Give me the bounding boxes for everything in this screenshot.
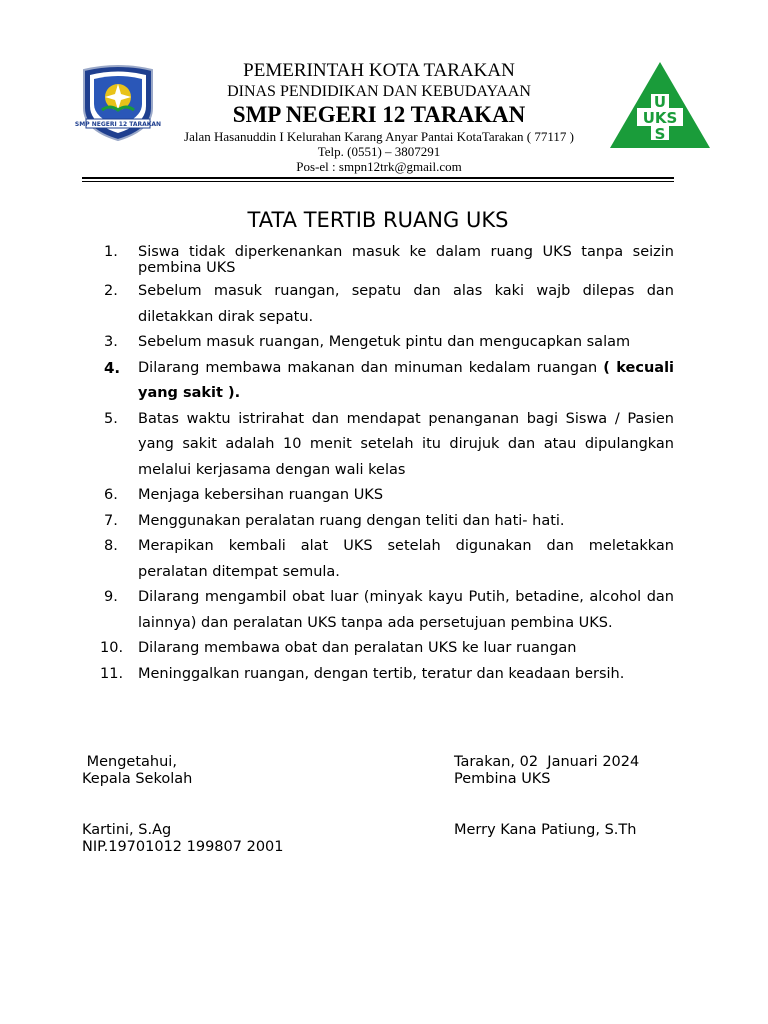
crest-logo-text: SMP NEGERI 12 TARAKAN xyxy=(74,121,162,128)
school-email: Pos-el : smpn12trk@gmail.com xyxy=(296,159,462,174)
list-item-text: Siswa tidak diperkenankan masuk ke dalam ruang UKS tanpa seizin pembina UKS xyxy=(138,244,674,276)
list-item xyxy=(82,244,674,276)
principal-name: Kartini, S.Ag xyxy=(82,822,172,838)
list-item-text: Merapikan kembali alat UKS setelah digunakan dan meletakkan peralatan ditempat semula. xyxy=(138,538,674,580)
signature-left xyxy=(82,754,284,856)
uks-letter-s: S xyxy=(654,125,666,143)
list-item-text: Batas waktu istrirahat dan mendapat penanganan bagi Siswa / Pasien yang sakit adalah 10 menit setelah itu dirujuk dan atau dipulangkan melalui kerjasama dengan wali kelas xyxy=(138,410,674,478)
list-item-text: Dilarang membawa obat dan peralatan UKS ke luar ruangan xyxy=(138,640,577,656)
school-crest-logo xyxy=(74,64,162,142)
list-item-number: 5. xyxy=(104,410,118,427)
list-item-text: Meninggalkan ruangan, dengan tertib, teratur dan keadaan bersih. xyxy=(138,665,625,682)
letterhead xyxy=(160,60,598,174)
list-item-text: Sebelum masuk ruangan, sepatu dan alas kaki wajb dilepas dan diletakkan dirak sepatu. xyxy=(138,283,674,325)
school-phone: Telp. (0551) – 3807291 xyxy=(317,144,441,159)
list-item xyxy=(82,483,674,509)
coach-name: Merry Kana Patiung, S.Th xyxy=(454,822,637,838)
list-item-number: 9. xyxy=(104,589,118,605)
government-name: PEMERINTAH KOTA TARAKAN xyxy=(243,60,515,81)
list-item xyxy=(82,585,674,636)
letterhead-divider-thick xyxy=(82,177,674,179)
list-item-number: 6. xyxy=(104,487,118,503)
place-date: Tarakan, 02 Januari 2024 xyxy=(454,754,640,770)
list-item-number: 7. xyxy=(104,512,118,529)
principal-nip: NIP.19701012 199807 2001 xyxy=(82,839,284,855)
letterhead-divider-thin xyxy=(82,181,674,182)
list-item-text: Menggunakan peralatan ruang dengan teliti dan hati- hati. xyxy=(138,512,565,529)
list-item-number: 11. xyxy=(100,665,124,682)
rules-list xyxy=(82,244,674,687)
list-item xyxy=(82,662,674,688)
list-item-number: 1. xyxy=(104,244,118,260)
list-item-number: 2. xyxy=(104,283,118,299)
coach-title: Pembina UKS xyxy=(454,771,551,787)
list-item-text: Dilarang mengambil obat luar (minyak kayu Putih, betadine, alcohol dan lainnya) dan peralatan UKS tanpa ada persetujuan pembina UKS. xyxy=(138,589,674,631)
uks-word: UKS xyxy=(642,109,678,127)
list-item xyxy=(82,279,674,330)
list-item xyxy=(82,330,674,356)
list-item xyxy=(82,509,674,535)
list-item xyxy=(82,534,674,585)
acknowledged-label: Mengetahui, xyxy=(82,754,177,770)
list-item-number: 4. xyxy=(104,358,121,377)
list-item-text: Menjaga kebersihan ruangan UKS xyxy=(138,487,384,503)
list-item-text: Dilarang membawa makanan dan minuman kedalam ruangan xyxy=(138,359,598,376)
list-item-number: 8. xyxy=(104,538,118,554)
signature-right xyxy=(454,754,639,839)
uks-triangle-logo xyxy=(608,60,712,150)
list-item xyxy=(82,636,674,662)
department-name: DINAS PENDIDIKAN DAN KEBUDAYAAN xyxy=(227,83,531,100)
list-item-number: 3. xyxy=(104,334,118,350)
list-item-text: Sebelum masuk ruangan, Mengetuk pintu dan mengucapkan salam xyxy=(138,334,631,350)
school-address: Jalan Hasanuddin I Kelurahan Karang Anyar Pantai KotaTarakan ( 77117 ) xyxy=(184,129,574,144)
list-item xyxy=(82,356,674,407)
document-title: TATA TERTIB RUANG UKS xyxy=(247,208,509,232)
list-item-number: 10. xyxy=(100,640,124,656)
school-name: SMP NEGERI 12 TARAKAN xyxy=(232,102,526,127)
list-item-emphasis: ( kecuali yang sakit ). xyxy=(138,359,675,401)
uks-letter-u: U xyxy=(653,93,667,111)
list-item xyxy=(82,407,674,484)
principal-title: Kepala Sekolah xyxy=(82,771,193,787)
